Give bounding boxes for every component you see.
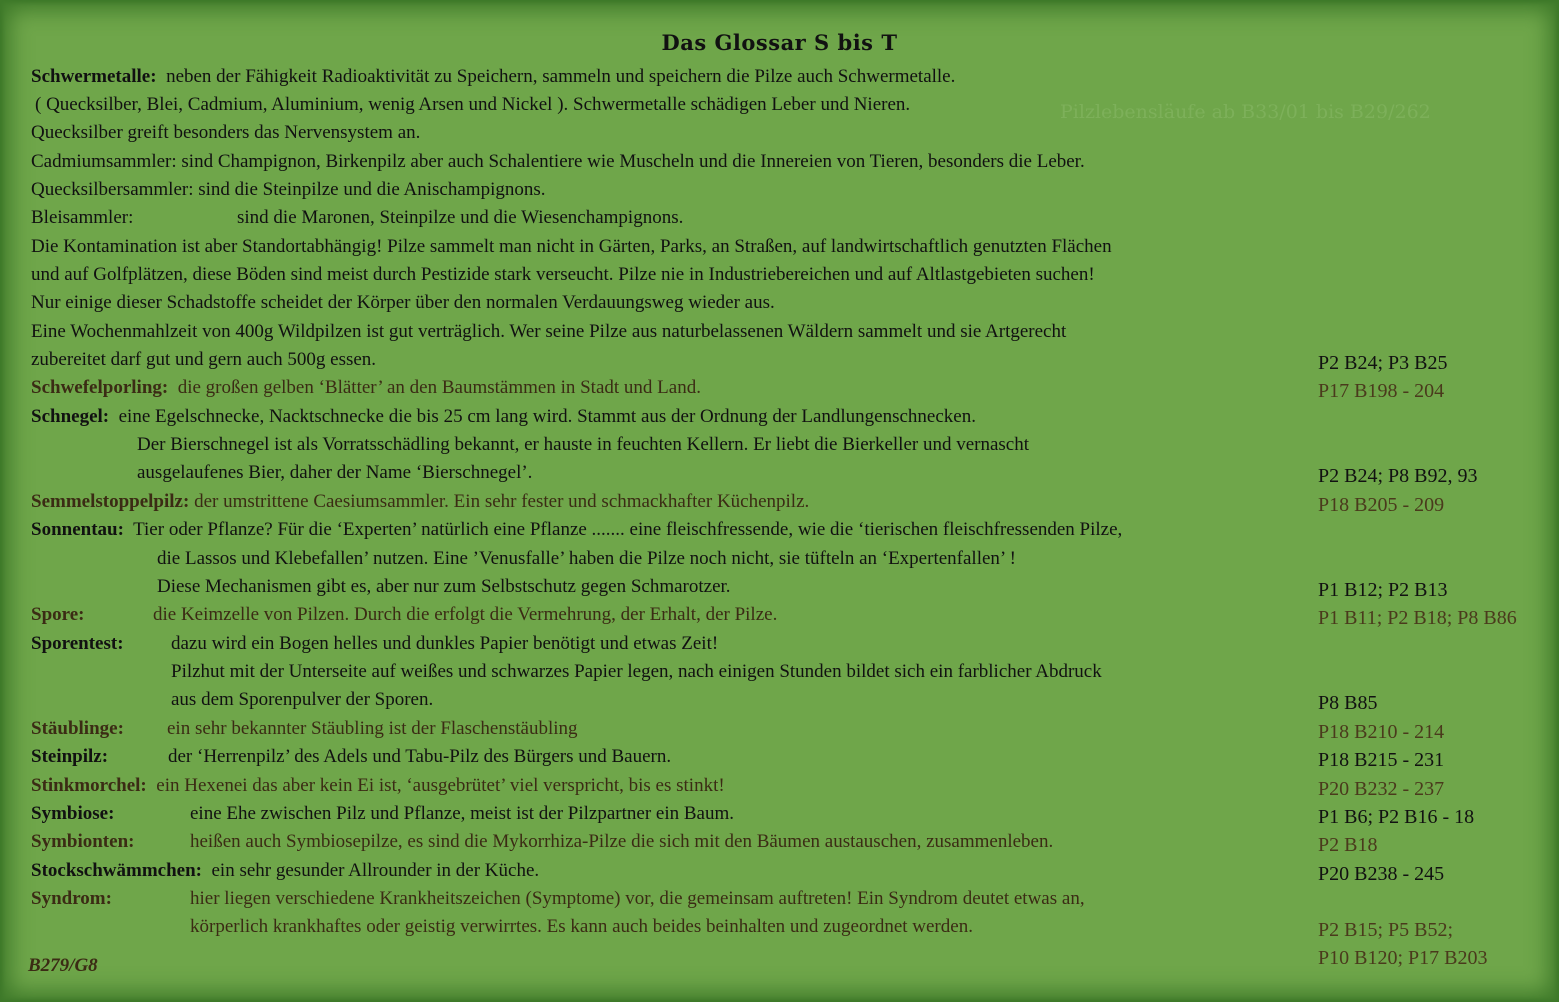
entry-sporentest-line2: Pilzhut mit der Unterseite auf weißes und schwarzes Papier legen, nach einigen Stunden bildet sich ein farblicher Abdruck — [171, 661, 1102, 682]
term-stinkmorchel: Stinkmorchel: — [31, 775, 147, 796]
ref-sporentest: P8 B85 — [1318, 692, 1378, 714]
entry-symbiose-text: eine Ehe zwischen Pilz und Pflanze, meist ist der Pilzpartner ein Baum. — [190, 803, 734, 824]
term-symbionten: Symbionten: — [31, 831, 135, 852]
ref-semmelstoppelpilz: P18 B205 - 209 — [1318, 494, 1445, 516]
ref-syndrom-1: P2 B15; P5 B52; — [1318, 919, 1454, 941]
ghost-watermark-text: Pilzlebensläufe ab B33/01 bis B29/262 — [1060, 101, 1431, 123]
definition-text: die großen gelben ‘Blätter’ an den Baumstämmen in Stadt und Land. — [177, 377, 701, 398]
entry-symbionten-term — [31, 831, 134, 853]
page-title: Das Glossar S bis T — [661, 30, 898, 55]
entry-schwermetalle-line6-text: sind die Maronen, Steinpilze und die Wiesenchampignons. — [237, 207, 684, 228]
ref-symbionten: P2 B18 — [1318, 834, 1378, 856]
definition-text: eine Egelschnecke, Nacktschnecke die bis 25 cm lang wird. Stammt aus der Ordnung der Landlungenschnecken. — [118, 406, 976, 427]
entry-staeublinge-text: ein sehr bekannter Stäubling ist der Flaschenstäubling — [167, 718, 578, 739]
entry-schwefelporling — [31, 377, 701, 399]
term-schwefelporling: Schwefelporling: — [31, 377, 169, 398]
ref-syndrom-2: P10 B120; P17 B203 — [1318, 947, 1488, 969]
term-schwermetalle: Schwermetalle: — [31, 66, 157, 87]
page-footer-code: B279/G8 — [28, 955, 98, 976]
definition-text: Tier oder Pflanze? Für die ‘Experten’ natürlich eine Pflanze ....... eine fleischfressende, wie die ‘tierischen fleischfressenden Pilze, — [133, 519, 1123, 540]
entry-stinkmorchel — [31, 775, 725, 797]
entry-sporentest-term — [31, 633, 124, 655]
entry-spore — [31, 604, 84, 626]
entry-schwermetalle-line9: Nur einige dieser Schadstoffe scheidet der Körper über den normalen Verdauungsweg wieder aus. — [31, 292, 775, 313]
entry-syndrom-term — [31, 888, 112, 910]
entry-schwermetalle-line8: und auf Golfplätzen, diese Böden sind meist durch Pestizide stark verseucht. Pilze nie in Industriebereichen und auf Altlastgebieten suchen! — [31, 264, 1095, 285]
entry-syndrom-line1: hier liegen verschiedene Krankheitszeichen (Symptome) vor, die gemeinsam auftreten! Ein Syndrom deutet etwas an, — [190, 888, 1085, 909]
entry-stockschwaemmchen — [31, 860, 539, 882]
ref-schnegel: P2 B24; P8 B92, 93 — [1318, 465, 1478, 487]
entry-sonnentau-line1 — [31, 519, 1122, 541]
entry-schwermetalle-line3: Quecksilber greift besonders das Nervensystem an. — [31, 122, 421, 143]
entry-schwermetalle-line6-label: Bleisammler: — [31, 207, 134, 228]
term-stockschwaemmchen: Stockschwämmchen: — [31, 860, 202, 881]
ref-schwermetalle: P2 B24; P3 B25 — [1318, 352, 1448, 374]
term-staeublinge: Stäublinge: — [31, 718, 124, 739]
entry-schnegel-line1 — [31, 406, 976, 428]
ref-stinkmorchel: P20 B232 - 237 — [1318, 778, 1445, 800]
entry-schwermetalle-line7: Die Kontamination ist aber Standortabhängig! Pilze sammelt man nicht in Gärten, Parks, an Straßen, auf landwirtschaftlich genutzten Flächen — [31, 236, 1112, 257]
entry-sporentest-line3: aus dem Sporenpulver der Sporen. — [171, 689, 434, 710]
definition-text: der umstrittene Caesiumsammler. Ein sehr fester und schmackhafter Küchenpilz. — [194, 491, 810, 512]
term-semmelstoppelpilz: Semmelstoppelpilz: — [31, 491, 190, 512]
ref-sonnentau: P1 B12; P2 B13 — [1318, 579, 1448, 601]
entry-semmelstoppelpilz — [31, 491, 809, 513]
term-symbiose: Symbiose: — [31, 803, 115, 824]
entry-schwermetalle-line10: Eine Wochenmahlzeit von 400g Wildpilzen ist gut verträglich. Wer seine Pilze aus naturbelassenen Wäldern sammelt und sie Artgerecht — [31, 321, 1067, 342]
term-schnegel: Schnegel: — [31, 406, 110, 427]
entry-steinpilz-term — [31, 746, 108, 768]
entry-schwermetalle-line11: zubereitet darf gut und gern auch 500g essen. — [31, 349, 377, 370]
ref-steinpilz: P18 B215 - 231 — [1318, 749, 1445, 771]
entry-sonnentau-line3: Diese Mechanismen gibt es, aber nur zum Selbstschutz gegen Schmarotzer. — [157, 576, 731, 597]
ref-spore: P1 B11; P2 B18; P8 B86 — [1318, 607, 1517, 629]
entry-staeublinge-term — [31, 718, 124, 740]
term-sporentest: Sporentest: — [31, 633, 124, 654]
entry-schwermetalle-line4: Cadmiumsammler: sind Champignon, Birkenpilz aber auch Schalentiere wie Muscheln und die Innereien von Tieren, besonders die Leber. — [31, 151, 1085, 172]
ref-staeublinge: P18 B210 - 214 — [1318, 721, 1445, 743]
entry-spore-text: die Keimzelle von Pilzen. Durch die erfolgt die Vermehrung, der Erhalt, der Pilze. — [153, 604, 778, 625]
term-sonnentau: Sonnentau: — [31, 519, 124, 540]
definition-text: neben der Fähigkeit Radioaktivität zu Speichern, sammeln und speichern die Pilze auch Schwermetalle. — [166, 66, 956, 87]
entry-symbiose-term — [31, 803, 114, 825]
entry-schwermetalle-line5: Quecksilbersammler: sind die Steinpilze und die Anischampignons. — [31, 179, 546, 200]
entry-sporentest-line1: dazu wird ein Bogen helles und dunkles Papier benötigt und etwas Zeit! — [171, 633, 719, 654]
entry-schnegel-line2: Der Bierschnegel ist als Vorratsschädling bekannt, er hauste in feuchten Kellern. Er liebt die Bierkeller und vernascht — [137, 434, 1030, 455]
entry-steinpilz-text: der ‘Herrenpilz’ des Adels und Tabu-Pilz des Bürgers und Bauern. — [168, 746, 672, 767]
ref-stockschwaemmchen: P20 B238 - 245 — [1318, 863, 1445, 885]
entry-syndrom-line2: körperlich krankhaftes oder geistig verwirrtes. Es kann auch beides beinhalten und zugeordnet werden. — [190, 916, 973, 937]
term-steinpilz: Steinpilz: — [31, 746, 109, 767]
entry-schwermetalle-line2: ( Quecksilber, Blei, Cadmium, Aluminium, wenig Arsen und Nickel ). Schwermetalle schädigen Leber und Nieren. — [35, 94, 911, 115]
term-spore: Spore: — [31, 604, 85, 625]
term-syndrom: Syndrom: — [31, 888, 112, 909]
entry-symbionten-text: heißen auch Symbiosepilze, es sind die Mykorrhiza-Pilze die sich mit den Bäumen austauschen, zusammenleben. — [190, 831, 1054, 852]
definition-text: ein sehr gesunder Allrounder in der Küche. — [211, 860, 540, 881]
ref-schwefelporling: P17 B198 - 204 — [1318, 380, 1445, 402]
entry-sonnentau-line2: die Lassos und Klebefallen’ nutzen. Eine ’Venusfalle’ haben die Pilze noch nicht, sie tüfteln an ‘Expertenfallen’ ! — [157, 548, 1016, 569]
definition-text: ein Hexenei das aber kein Ei ist, ‘ausgebrütet’ viel verspricht, bis es stinkt! — [156, 775, 725, 796]
entry-schwermetalle-line1 — [31, 66, 955, 88]
entry-schnegel-line3: ausgelaufenes Bier, daher der Name ‘Bierschnegel’. — [137, 462, 533, 483]
ref-symbiose: P1 B6; P2 B16 - 18 — [1318, 806, 1475, 828]
